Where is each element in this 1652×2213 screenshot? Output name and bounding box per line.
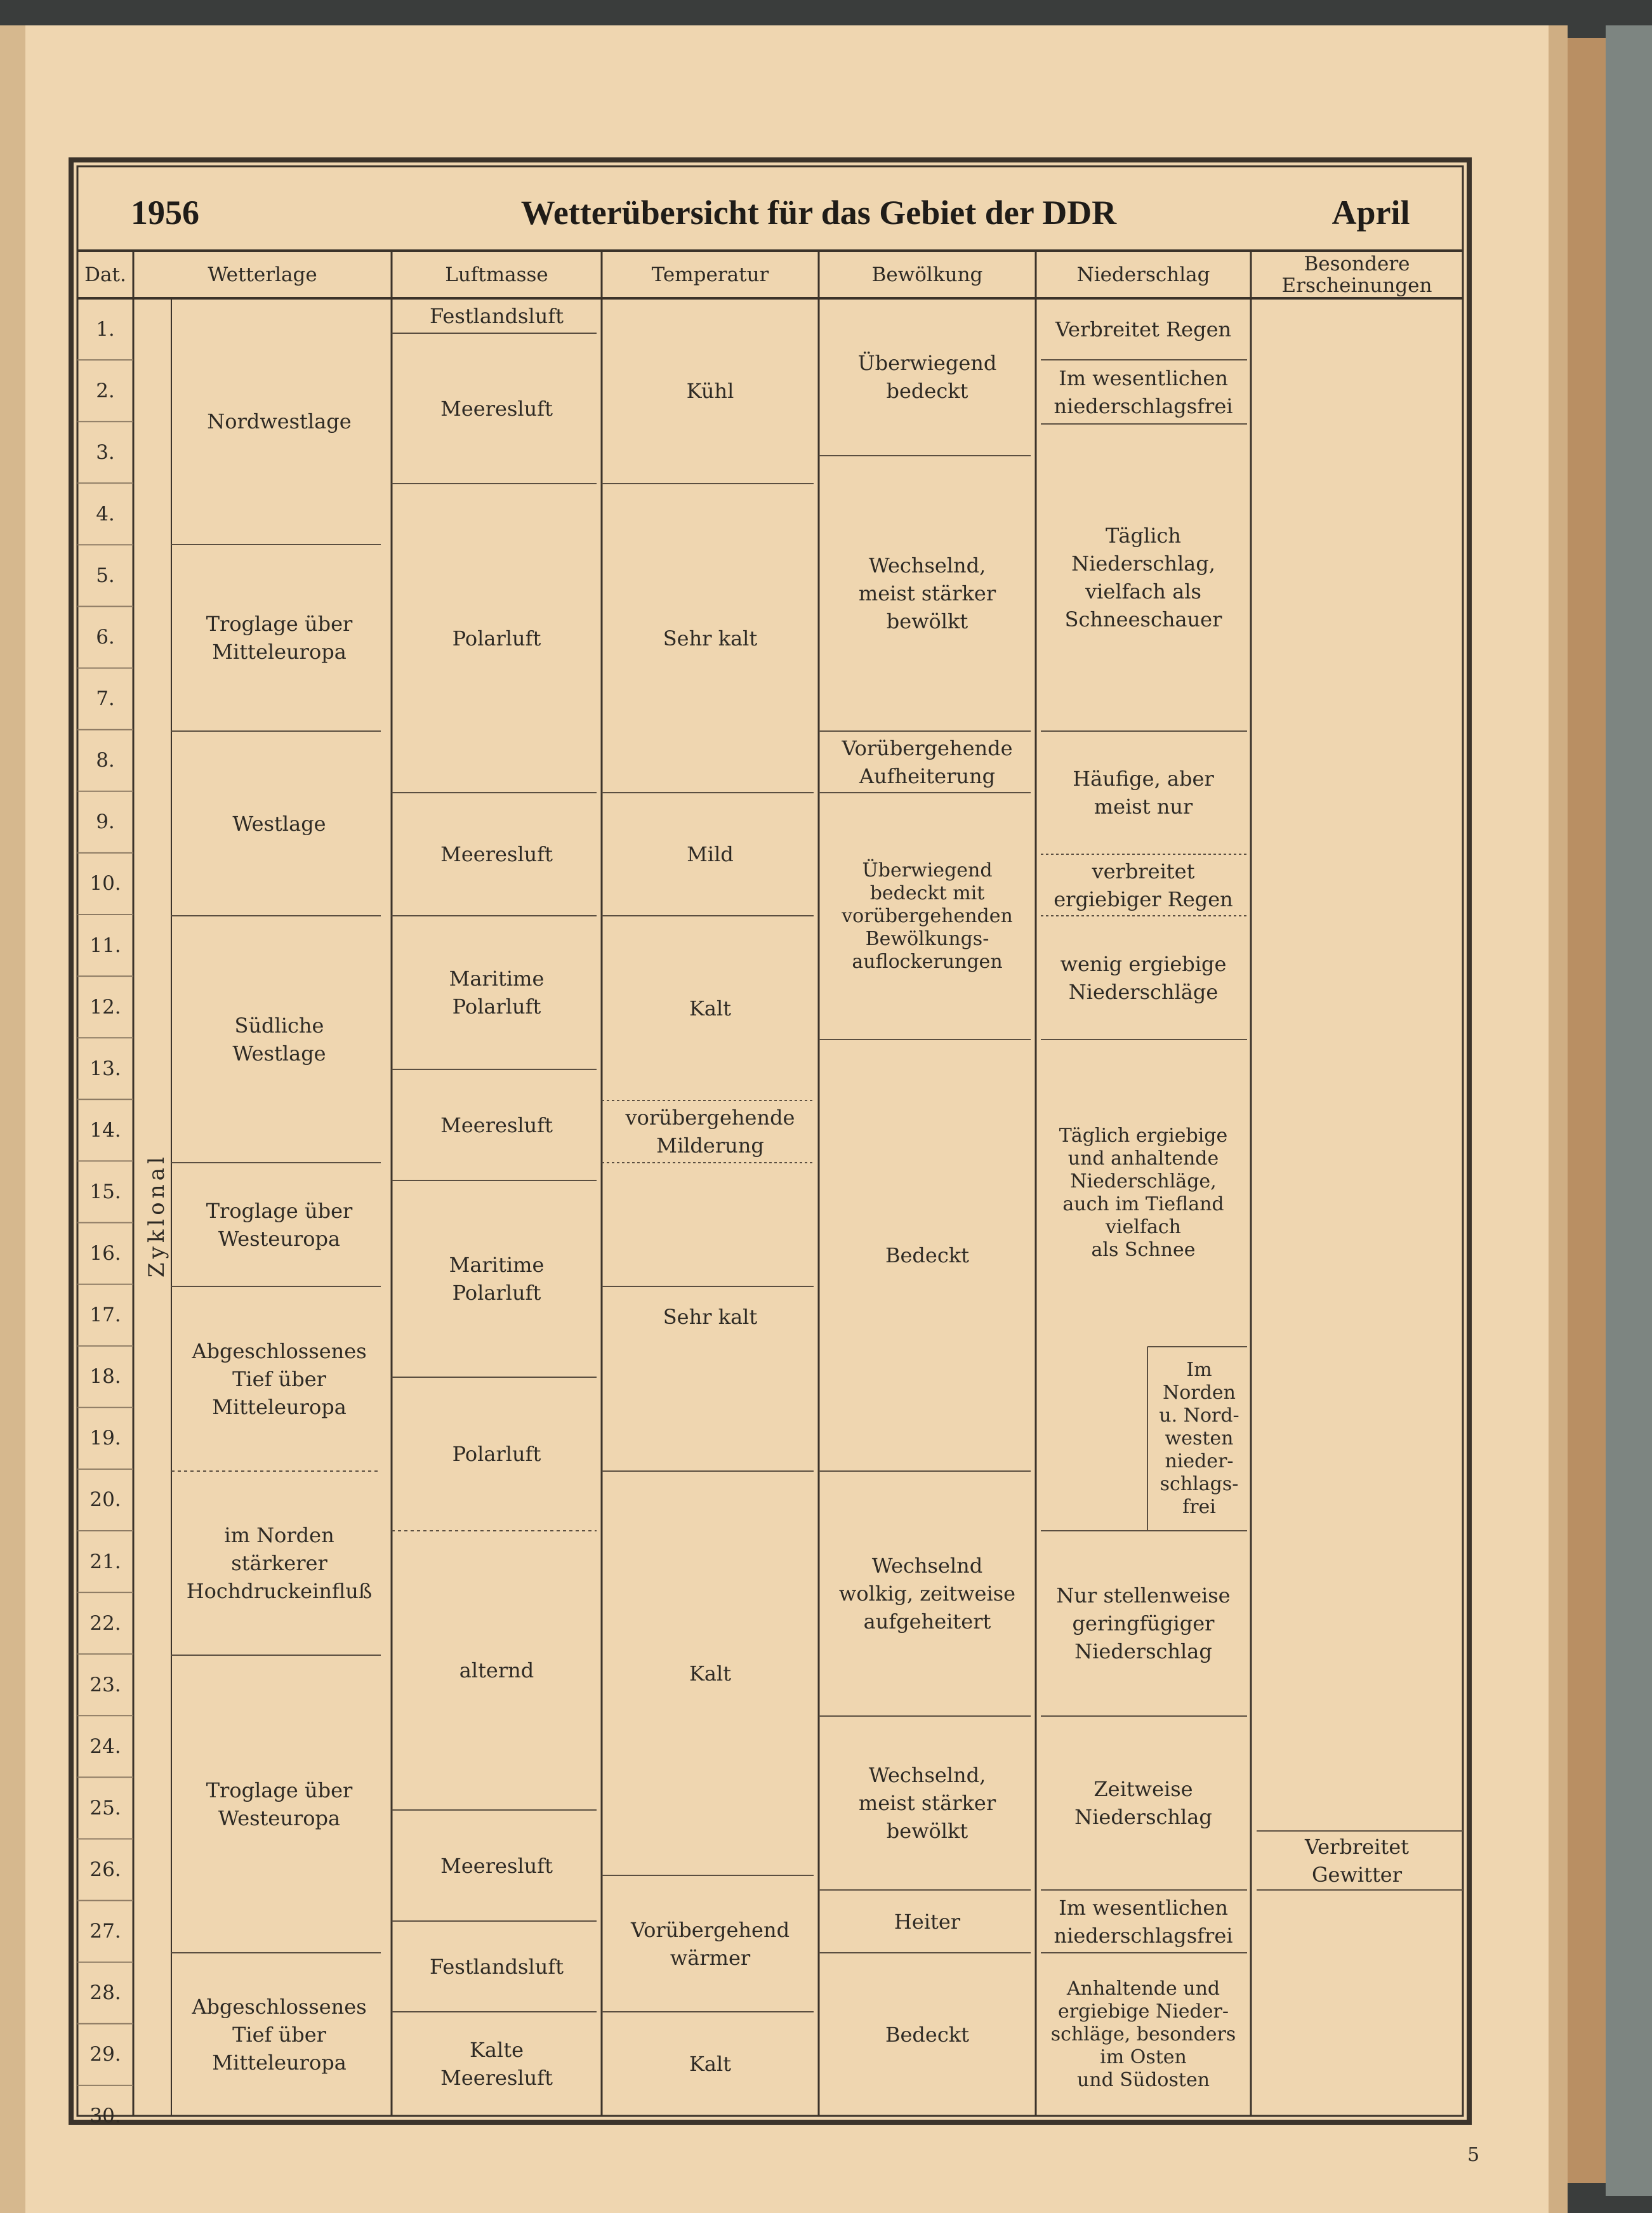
wetterlage-line: Westeuropa bbox=[218, 1806, 341, 1830]
temperatur-cell bbox=[602, 1875, 819, 2012]
luftmasse-line: Polarluft bbox=[452, 1281, 541, 1305]
month-heading: April bbox=[1332, 194, 1410, 232]
luftmasse-cell bbox=[392, 1069, 602, 1180]
niederschlag-line: und anhaltende bbox=[1067, 1147, 1219, 1170]
date-cell: 29. bbox=[89, 2043, 121, 2066]
date-cell: 4. bbox=[96, 502, 115, 525]
date-cell: 28. bbox=[89, 1981, 121, 2005]
luftmasse-cell bbox=[392, 484, 602, 793]
date-cell: 12. bbox=[89, 995, 121, 1019]
niederschlag-line: ergiebiger Regen bbox=[1054, 887, 1233, 911]
wetterlage-cell bbox=[178, 731, 381, 916]
wetterlage-line: Mitteleuropa bbox=[212, 1394, 347, 1419]
niederschlag-line: Nur stellenweise bbox=[1056, 1583, 1231, 1608]
luftmasse-cell bbox=[392, 298, 602, 333]
temperatur-cell bbox=[602, 1100, 819, 1163]
bewoelkung-line: aufgeheitert bbox=[863, 1609, 991, 1634]
wetterlage-line: Troglage über bbox=[206, 612, 353, 636]
luftmasse-cell bbox=[392, 1921, 602, 2012]
column-header-wetterlage: Wetterlage bbox=[208, 263, 317, 286]
date-cell: 20. bbox=[89, 1488, 121, 1512]
wetterlage-cell bbox=[178, 545, 381, 731]
niederschlag-line: Norden bbox=[1163, 1382, 1236, 1404]
luftmasse-line: Maritime bbox=[449, 1253, 545, 1277]
luftmasse-cell bbox=[392, 1531, 602, 1810]
luftmasse-cell bbox=[392, 793, 602, 916]
besondere-cell bbox=[1251, 1831, 1463, 1890]
column-header-luftmasse: Luftmasse bbox=[445, 263, 548, 286]
niederschlag-line: schlags- bbox=[1160, 1473, 1239, 1495]
luftmasse-cell bbox=[392, 1180, 602, 1377]
luftmasse-cell bbox=[392, 916, 602, 1069]
date-cell: 23. bbox=[89, 1673, 121, 1696]
luftmasse-line: Meeresluft bbox=[440, 1113, 553, 1137]
temperatur-line: Kühl bbox=[686, 379, 734, 403]
wetterlage-line: Westlage bbox=[232, 1041, 326, 1066]
zyklonal-label: Zyklonal bbox=[144, 1153, 169, 1278]
luftmasse-line: Festlandsluft bbox=[429, 303, 564, 328]
niederschlag-cell bbox=[1036, 854, 1251, 916]
wetterlage-line: Tief über bbox=[232, 2022, 326, 2047]
niederschlag-line: und Südosten bbox=[1076, 2068, 1210, 2091]
niederschlag-line: wenig ergiebige bbox=[1060, 951, 1227, 976]
niederschlag-line: Verbreitet Regen bbox=[1055, 317, 1232, 341]
bewoelkung-line: Aufheiterung bbox=[859, 763, 996, 788]
niederschlag-line: Im wesentlichen bbox=[1059, 366, 1228, 390]
niederschlag-line: Täglich ergiebige bbox=[1059, 1125, 1228, 1147]
bewoelkung-cell bbox=[819, 793, 1036, 1040]
date-cell: 13. bbox=[89, 1057, 121, 1080]
niederschlag-line: Niederschlag bbox=[1074, 1805, 1212, 1829]
niederschlag-line: verbreitet bbox=[1092, 859, 1195, 883]
wetterlage-line: Westeuropa bbox=[218, 1226, 341, 1251]
wetterlage-line: Südliche bbox=[234, 1013, 324, 1038]
year-heading: 1956 bbox=[131, 194, 199, 232]
bewoelkung-line: Wechselnd, bbox=[868, 1763, 986, 1787]
niederschlag-cell bbox=[1036, 1716, 1251, 1890]
luftmasse-line: alternd bbox=[459, 1658, 534, 1682]
date-cell: 14. bbox=[89, 1118, 121, 1142]
temperatur-cell bbox=[602, 793, 819, 916]
wetterlage-line: Abgeschlossenes bbox=[192, 1338, 367, 1363]
wetterlage-line: Westlage bbox=[232, 811, 326, 836]
temperatur-cell bbox=[602, 1471, 819, 1875]
luftmasse-line: Polarluft bbox=[452, 1442, 541, 1466]
bewoelkung-line: Bewölkungs- bbox=[865, 927, 989, 950]
bewoelkung-cell bbox=[819, 298, 1036, 456]
wetterlage-line: Troglage über bbox=[206, 1778, 353, 1802]
niederschlag-line: westen bbox=[1165, 1427, 1234, 1450]
date-cell: 18. bbox=[89, 1365, 121, 1389]
bewoelkung-line: Überwiegend bbox=[857, 351, 997, 375]
bewoelkung-cell bbox=[819, 456, 1036, 731]
niederschlag-line: Im bbox=[1186, 1359, 1212, 1381]
niederschlag-line: frei bbox=[1182, 1496, 1216, 1518]
luftmasse-cell bbox=[392, 333, 602, 484]
date-cell: 7. bbox=[96, 687, 115, 711]
bewoelkung-line: auflockerungen bbox=[852, 950, 1003, 973]
date-cell: 6. bbox=[96, 626, 115, 649]
bewoelkung-line: bewölkt bbox=[886, 609, 968, 633]
niederschlag-line: nieder- bbox=[1165, 1450, 1234, 1472]
date-cell: 21. bbox=[89, 1550, 121, 1573]
date-cell: 30. bbox=[89, 2104, 121, 2128]
bewoelkung-cell bbox=[819, 1471, 1036, 1716]
bewoelkung-line: Bedeckt bbox=[885, 2022, 970, 2047]
date-cell: 1. bbox=[96, 317, 115, 341]
date-cell: 9. bbox=[96, 810, 115, 834]
niederschlag-line: vielfach bbox=[1105, 1216, 1181, 1238]
date-cell: 10. bbox=[89, 872, 121, 895]
niederschlag-line: Niederschläge bbox=[1068, 979, 1219, 1004]
luftmasse-line: Kalte bbox=[469, 2038, 524, 2062]
niederschlag-line: als Schnee bbox=[1091, 1239, 1196, 1261]
temperatur-cell bbox=[602, 484, 819, 793]
bewoelkung-line: Überwiegend bbox=[862, 859, 993, 882]
temperatur-line: Mild bbox=[687, 842, 734, 866]
bewoelkung-cell bbox=[819, 1890, 1036, 1953]
luftmasse-line: Polarluft bbox=[452, 994, 541, 1019]
bewoelkung-line: meist stärker bbox=[858, 581, 996, 605]
bewoelkung-cell bbox=[819, 1716, 1036, 1890]
niederschlag-line: Schneeschauer bbox=[1064, 607, 1222, 631]
temperatur-line: Sehr kalt bbox=[663, 1305, 758, 1329]
date-cell: 15. bbox=[89, 1180, 121, 1203]
niederschlag-line: niederschlagsfrei bbox=[1054, 393, 1233, 418]
niederschlag-line: schläge, besonders bbox=[1050, 2023, 1236, 2045]
besondere-line: Gewitter bbox=[1311, 1862, 1403, 1887]
date-cell: 26. bbox=[89, 1858, 121, 1882]
bewoelkung-line: Wechselnd, bbox=[868, 553, 986, 578]
luftmasse-line: Maritime bbox=[449, 967, 545, 991]
niederschlag-cell bbox=[1036, 424, 1251, 731]
niederschlag-line: im Osten bbox=[1100, 2045, 1187, 2068]
bewoelkung-line: Heiter bbox=[894, 1909, 961, 1934]
date-cell: 2. bbox=[96, 379, 115, 402]
date-cell: 8. bbox=[96, 749, 115, 772]
luftmasse-cell bbox=[392, 2012, 602, 2116]
bewoelkung-cell bbox=[819, 1040, 1036, 1471]
wetterlage-line: im Norden bbox=[224, 1523, 334, 1547]
column-header-besondere bbox=[1251, 253, 1463, 297]
date-cell: 25. bbox=[89, 1796, 121, 1820]
niederschlag-cell bbox=[1147, 1347, 1251, 1531]
temperatur-line: Kalt bbox=[689, 2052, 732, 2076]
wetterlage-cell bbox=[178, 916, 381, 1163]
date-cell: 27. bbox=[89, 1920, 121, 1943]
niederschlag-line: Täglich bbox=[1106, 524, 1181, 548]
bewoelkung-line: Vorübergehende bbox=[842, 736, 1013, 760]
bewoelkung-line: bedeckt bbox=[886, 379, 968, 403]
column-header-date: Dat. bbox=[84, 263, 126, 286]
niederschlag-cell bbox=[1036, 916, 1251, 1040]
wetterlage-cell bbox=[178, 298, 381, 545]
luftmasse-line: Meeresluft bbox=[440, 842, 553, 866]
bewoelkung-cell bbox=[819, 1953, 1036, 2116]
temperatur-cell bbox=[602, 298, 819, 484]
date-cell: 17. bbox=[89, 1304, 121, 1327]
niederschlag-line: Zeitweise bbox=[1094, 1777, 1193, 1801]
luftmasse-line: Meeresluft bbox=[440, 396, 553, 421]
bewoelkung-line: bewölkt bbox=[886, 1819, 968, 1843]
niederschlag-line: u. Nord- bbox=[1159, 1404, 1239, 1427]
date-cell: 22. bbox=[89, 1611, 121, 1635]
temperatur-cell bbox=[602, 2012, 819, 2116]
niederschlag-line: meist nur bbox=[1094, 795, 1193, 819]
bewoelkung-line: Wechselnd bbox=[871, 1554, 983, 1578]
bewoelkung-line: vorübergehenden bbox=[842, 904, 1013, 927]
wetterlage-line: Mitteleuropa bbox=[212, 2050, 347, 2075]
niederschlag-cell bbox=[1036, 731, 1251, 854]
niederschlag-line: Häufige, aber bbox=[1073, 767, 1214, 791]
niederschlag-cell bbox=[1036, 360, 1251, 424]
bewoelkung-line: Bedeckt bbox=[885, 1243, 970, 1267]
luftmasse-cell bbox=[392, 1810, 602, 1921]
niederschlag-line: Niederschlag bbox=[1074, 1639, 1212, 1663]
luftmasse-line: Polarluft bbox=[452, 626, 541, 651]
date-cell: 19. bbox=[89, 1427, 121, 1450]
wetterlage-line: Nordwestlage bbox=[207, 409, 352, 433]
column-header-temperatur: Temperatur bbox=[651, 263, 769, 286]
wetterlage-cell bbox=[178, 1471, 381, 1655]
niederschlag-cell bbox=[1036, 298, 1251, 360]
wetterlage-line: Tief über bbox=[232, 1366, 326, 1391]
luftmasse-line: Meeresluft bbox=[440, 2066, 553, 2090]
temperatur-line: wärmer bbox=[670, 1945, 751, 1970]
luftmasse-line: Meeresluft bbox=[440, 1853, 553, 1878]
column-header-bewoelkung: Bewölkung bbox=[871, 263, 983, 286]
niederschlag-line: Anhaltende und bbox=[1066, 1977, 1220, 2000]
niederschlag-line: auch im Tiefland bbox=[1062, 1193, 1224, 1215]
date-cell: 16. bbox=[89, 1242, 121, 1265]
niederschlag-line: vielfach als bbox=[1085, 579, 1201, 604]
niederschlag-cell bbox=[1036, 1531, 1251, 1716]
wetterlage-cell bbox=[178, 1163, 381, 1286]
niederschlag-cell bbox=[1036, 1890, 1251, 1953]
wetterlage-cell bbox=[178, 1953, 381, 2116]
besondere-line: Verbreitet bbox=[1304, 1834, 1409, 1859]
date-cell: 11. bbox=[89, 934, 121, 957]
niederschlag-line: ergiebige Nieder- bbox=[1058, 2000, 1229, 2023]
wetterlage-cell bbox=[178, 1655, 381, 1953]
temperatur-line: Milderung bbox=[656, 1133, 764, 1158]
temperatur-line: Kalt bbox=[689, 996, 732, 1021]
luftmasse-line: Festlandsluft bbox=[429, 1954, 564, 1979]
wetterlage-line: Mitteleuropa bbox=[212, 640, 347, 664]
bewoelkung-line: meist stärker bbox=[858, 1791, 996, 1815]
niederschlag-line: Niederschlag, bbox=[1071, 552, 1215, 576]
temperatur-line: Kalt bbox=[689, 1661, 732, 1686]
bewoelkung-line: bedeckt mit bbox=[869, 882, 985, 904]
page-number: 5 bbox=[1467, 2144, 1480, 2166]
niederschlag-cell bbox=[1036, 1040, 1251, 1347]
temperatur-line: vorübergehende bbox=[625, 1106, 795, 1130]
temperatur-cell bbox=[602, 916, 819, 1100]
date-cell: 3. bbox=[96, 440, 115, 464]
bewoelkung-cell bbox=[819, 731, 1036, 793]
date-cell: 24. bbox=[89, 1734, 121, 1758]
bewoelkung-line: wolkig, zeitweise bbox=[838, 1582, 1016, 1606]
wetterlage-line: stärkerer bbox=[231, 1551, 327, 1575]
temperatur-line: Sehr kalt bbox=[663, 626, 758, 651]
wetterlage-cell bbox=[178, 1286, 381, 1471]
date-cell: 5. bbox=[96, 564, 115, 587]
temperatur-cell bbox=[602, 1163, 819, 1471]
column-header-besondere-line: Erscheinungen bbox=[1281, 274, 1432, 297]
temperatur-line: Vorübergehend bbox=[630, 1917, 790, 1942]
niederschlag-line: Im wesentlichen bbox=[1059, 1895, 1228, 1920]
wetterlage-line: Abgeschlossenes bbox=[192, 1994, 367, 2019]
niederschlag-line: niederschlagsfrei bbox=[1054, 1923, 1233, 1948]
wetterlage-line: Troglage über bbox=[206, 1198, 353, 1223]
column-header-niederschlag: Niederschlag bbox=[1076, 263, 1210, 286]
column-header-besondere-line: Besondere bbox=[1304, 253, 1410, 275]
niederschlag-cell bbox=[1036, 1953, 1251, 2116]
niederschlag-line: Niederschläge, bbox=[1070, 1170, 1217, 1192]
wetterlage-line: Hochdruckeinfluß bbox=[186, 1579, 373, 1603]
page-title: Wetterübersicht für das Gebiet der DDR bbox=[520, 194, 1117, 232]
luftmasse-cell bbox=[392, 1377, 602, 1531]
niederschlag-line: geringfügiger bbox=[1072, 1611, 1215, 1635]
